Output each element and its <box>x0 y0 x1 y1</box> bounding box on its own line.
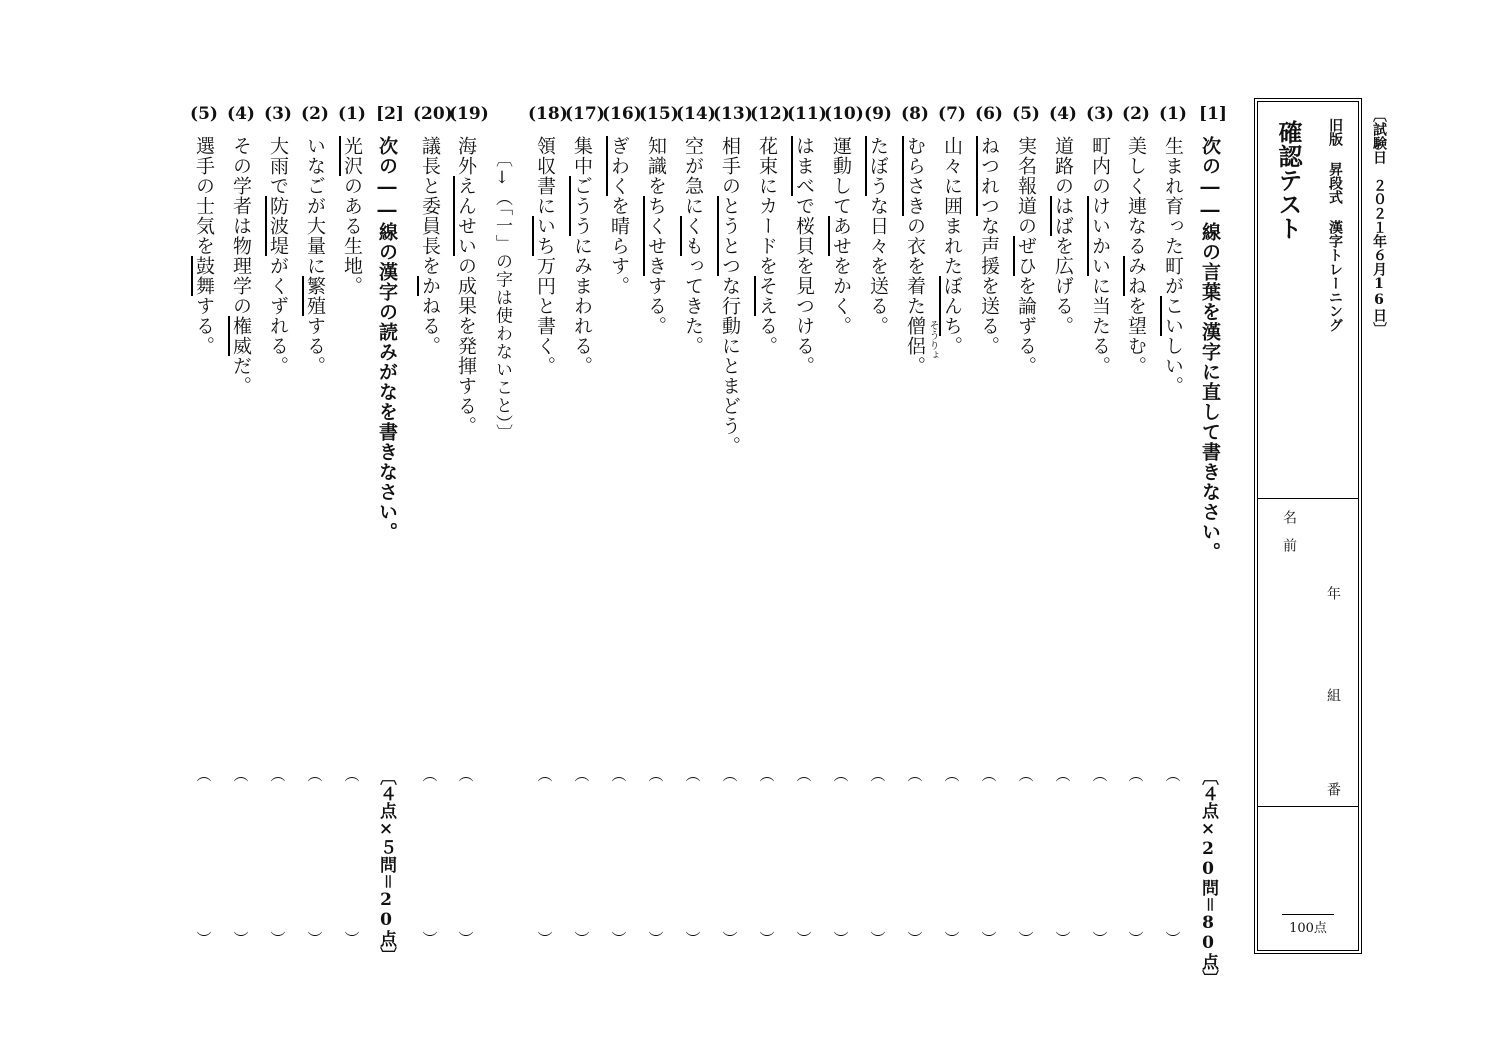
underlined-target: ぼんち <box>941 276 963 336</box>
question-text: 知識をちくせきする。 <box>645 136 667 336</box>
answer-paren-open: ︵ <box>759 766 775 784</box>
underlined-target: とうとつ <box>719 196 741 276</box>
underlined-target: けいかい <box>1089 196 1111 276</box>
question-number: (12) <box>750 104 790 124</box>
section1-points: 〔４点×20問＝80点〕 <box>1198 768 1218 987</box>
answer-paren-open: ︵ <box>422 766 438 784</box>
exam-date: 〔試験日 ２０２１年６月16日〕 <box>1371 108 1387 336</box>
question-text: いなごが大量に繁殖する。 <box>304 136 326 376</box>
question-number: (5) <box>1012 104 1040 124</box>
answer-paren-close: ︶ <box>344 930 360 948</box>
answer-paren-close: ︶ <box>1055 930 1071 948</box>
question-number: (14) <box>676 104 716 124</box>
number-label: 番 <box>1325 782 1341 796</box>
question-number: (4) <box>227 104 255 124</box>
question-text: 道路のはばを広げる。 <box>1052 136 1074 336</box>
underlined-target: 権威 <box>230 316 252 356</box>
answer-paren-open: ︵ <box>537 766 553 784</box>
ruby-reading: そうりょ <box>927 320 938 360</box>
answer-paren-close: ︶ <box>270 930 286 948</box>
question-text: ねつれつな声援を送る。 <box>978 136 1000 356</box>
answer-paren-close: ︶ <box>196 930 212 948</box>
underlined-target: ごうう <box>571 176 593 236</box>
section1-instruction: 次の――線の言葉を漢字に直して書きなさい。 <box>1199 136 1221 562</box>
question-text: たぼうな日々を送る。 <box>867 136 889 336</box>
question-text: 海外えんせいの成果を発揮する。 <box>455 136 477 436</box>
answer-paren-open: ︵ <box>981 766 997 784</box>
total-score: 100点 <box>1282 914 1334 936</box>
underlined-target: あせ <box>830 216 852 256</box>
question-text: 大雨で防波堤がくずれる。 <box>267 136 289 376</box>
answer-paren-close: ︶ <box>833 930 849 948</box>
question-number: (11) <box>787 104 827 124</box>
answer-paren-open: ︵ <box>458 766 474 784</box>
answer-paren-open: ︵ <box>833 766 849 784</box>
answer-paren-close: ︶ <box>1128 930 1144 948</box>
underlined-target: えんせい <box>455 176 477 256</box>
answer-paren-open: ︵ <box>722 766 738 784</box>
underlined-target: 光沢 <box>341 136 363 176</box>
answer-paren-open: ︵ <box>944 766 960 784</box>
question-text: 領収書にいち万円と書く。 <box>534 136 556 376</box>
answer-paren-close: ︶ <box>1092 930 1108 948</box>
answer-paren-open: ︵ <box>270 766 286 784</box>
underlined-target: くも <box>682 216 704 256</box>
name-label: 名前 <box>1281 510 1297 566</box>
underlined-target: ねつれつ <box>978 136 1000 216</box>
answer-paren-open: ︵ <box>1128 766 1144 784</box>
question-text: 実名報道のぜひを論ずる。 <box>1015 136 1037 376</box>
answer-paren-close: ︶ <box>685 930 701 948</box>
underlined-target: 防波堤 <box>267 196 289 256</box>
question-number: (6) <box>975 104 1003 124</box>
answer-paren-close: ︶ <box>796 930 812 948</box>
answer-paren-open: ︵ <box>307 766 323 784</box>
question-number: (1) <box>1159 104 1187 124</box>
answer-paren-close: ︶ <box>574 930 590 948</box>
answer-paren-close: ︶ <box>648 930 664 948</box>
question-text: むらさきの衣を着た僧侶。 <box>904 136 926 376</box>
header-box <box>1254 98 1362 954</box>
question-text: 美しく連なるみねを望む。 <box>1125 136 1147 376</box>
question-text: 花束にカードをそえる。 <box>756 136 778 356</box>
question-text: ぎわくを晴らす。 <box>608 136 630 296</box>
question-number: (9) <box>864 104 892 124</box>
question-number: (20) <box>413 104 453 124</box>
question-text: 町内のけいかいに当たる。 <box>1089 136 1111 376</box>
question-text: 選手の士気を鼓舞する。 <box>193 136 215 356</box>
answer-paren-open: ︵ <box>611 766 627 784</box>
underlined-target: たぼう <box>867 136 889 196</box>
underlined-target: ぜひ <box>1015 236 1037 276</box>
answer-paren-open: ︵ <box>648 766 664 784</box>
question-number: (4) <box>1049 104 1077 124</box>
section2-marker: [2] <box>376 104 404 124</box>
question-number: (17) <box>565 104 605 124</box>
underlined-target: か <box>419 276 441 296</box>
answer-paren-close: ︶ <box>537 930 553 948</box>
answer-paren-open: ︵ <box>233 766 249 784</box>
question-number: (13) <box>713 104 753 124</box>
question-number: (8) <box>901 104 929 124</box>
question-number: (3) <box>1086 104 1114 124</box>
underlined-target: むらさき <box>904 136 926 216</box>
answer-paren-open: ︵ <box>870 766 886 784</box>
question-number: (15) <box>639 104 679 124</box>
question-text: 光沢のある生地。 <box>341 136 363 296</box>
underlined-target: みね <box>1125 256 1147 296</box>
series-label: 旧版 昇段式 漢字トレーニング <box>1327 118 1343 332</box>
section2-instruction: 次の――線の漢字の読みがなを書きなさい。 <box>376 136 398 542</box>
answer-paren-open: ︵ <box>196 766 212 784</box>
section1-note: 〔↓（「一」の字は使わないこと）〕 <box>492 150 512 442</box>
question-text: 相手のとうとつな行動にとまどう。 <box>719 136 741 456</box>
section2-points: 〔４点×５問＝20点〕 <box>376 768 396 964</box>
question-text: 集中ごううにみまわれる。 <box>571 136 593 376</box>
question-number: (18) <box>528 104 568 124</box>
page-title: 確認テスト <box>1274 120 1303 240</box>
underlined-target: こい <box>1162 296 1184 336</box>
divider-name <box>1258 498 1358 499</box>
question-number: (19) <box>449 104 489 124</box>
question-text: 山々に囲まれたぼんち。 <box>941 136 963 356</box>
answer-paren-close: ︶ <box>1018 930 1034 948</box>
underlined-target: 鼓舞 <box>193 256 215 296</box>
question-text: 空が急にくもってきた。 <box>682 136 704 356</box>
answer-paren-close: ︶ <box>1165 930 1181 948</box>
question-number: (10) <box>824 104 864 124</box>
answer-paren-open: ︵ <box>1018 766 1034 784</box>
answer-paren-close: ︶ <box>611 930 627 948</box>
question-text: 議長と委員長をかねる。 <box>419 136 441 356</box>
underlined-target: ちくせき <box>645 196 667 276</box>
question-text: 生まれ育った町がこいしい。 <box>1162 136 1184 396</box>
question-text: その学者は物理学の権威だ。 <box>230 136 252 396</box>
class-label: 組 <box>1325 688 1341 702</box>
underlined-target: そえ <box>756 276 778 316</box>
question-number: (16) <box>602 104 642 124</box>
grade-label: 年 <box>1325 586 1341 600</box>
question-number: (2) <box>301 104 329 124</box>
answer-paren-close: ︶ <box>759 930 775 948</box>
answer-paren-open: ︵ <box>1165 766 1181 784</box>
answer-paren-close: ︶ <box>944 930 960 948</box>
question-text: はまべで桜貝を見つける。 <box>793 136 815 376</box>
answer-paren-open: ︵ <box>907 766 923 784</box>
answer-paren-open: ︵ <box>685 766 701 784</box>
answer-paren-open: ︵ <box>1092 766 1108 784</box>
question-number: (5) <box>190 104 218 124</box>
question-text: 運動してあせをかく。 <box>830 136 852 336</box>
underlined-target: 繁殖 <box>304 276 326 316</box>
answer-paren-open: ︵ <box>796 766 812 784</box>
answer-paren-open: ︵ <box>344 766 360 784</box>
question-number: (1) <box>338 104 366 124</box>
answer-paren-close: ︶ <box>981 930 997 948</box>
question-number: (7) <box>938 104 966 124</box>
question-number: (2) <box>1122 104 1150 124</box>
answer-paren-open: ︵ <box>1055 766 1071 784</box>
divider-score <box>1258 806 1358 807</box>
answer-paren-close: ︶ <box>233 930 249 948</box>
answer-paren-close: ︶ <box>907 930 923 948</box>
answer-paren-close: ︶ <box>422 930 438 948</box>
answer-paren-close: ︶ <box>307 930 323 948</box>
answer-paren-close: ︶ <box>458 930 474 948</box>
underlined-target: いち <box>534 216 556 256</box>
underlined-target: ぎわく <box>608 136 630 196</box>
answer-paren-close: ︶ <box>722 930 738 948</box>
answer-paren-open: ︵ <box>574 766 590 784</box>
answer-paren-close: ︶ <box>870 930 886 948</box>
underlined-target: はば <box>1052 196 1074 236</box>
question-number: (3) <box>264 104 292 124</box>
underlined-target: はまべ <box>793 136 815 196</box>
section1-marker: [1] <box>1199 104 1227 124</box>
